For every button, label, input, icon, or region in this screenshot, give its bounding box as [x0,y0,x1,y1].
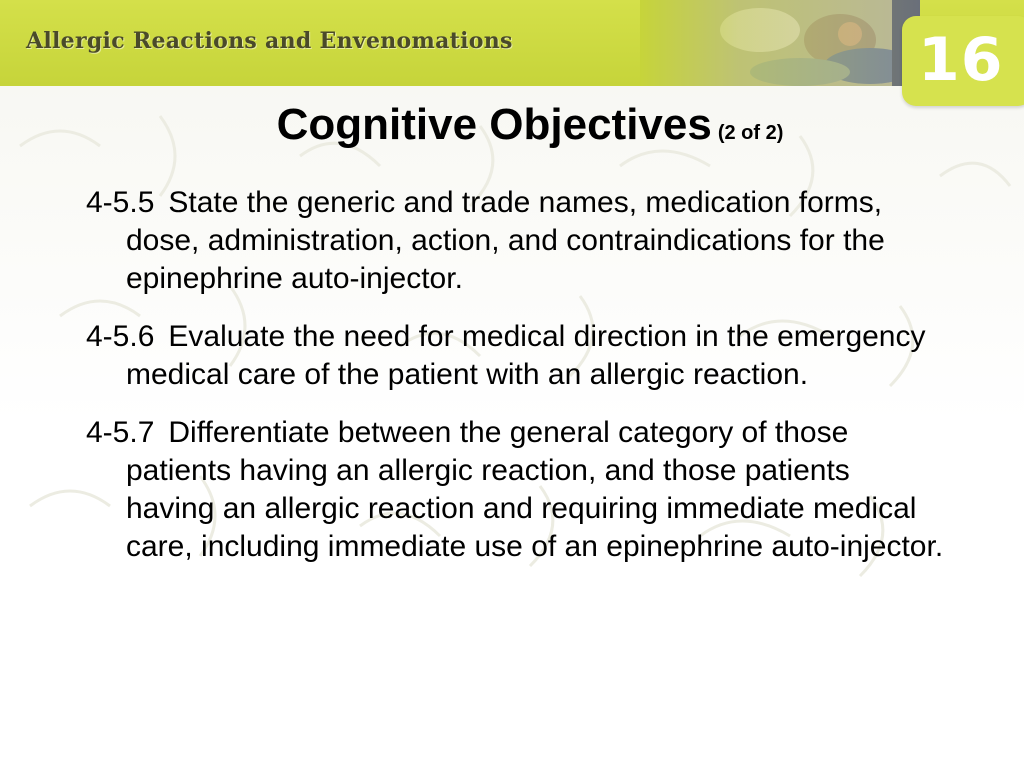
objective-text: Evaluate the need for medical direction in the emergency medical care of the patient with an allergic reaction. [126,320,926,391]
objective-item [86,414,946,566]
objective-item [86,184,946,298]
objective-number: 4-5.5 [86,186,155,219]
chapter-number: 16 [918,25,1004,95]
objective-item [86,318,946,394]
objective-number: 4-5.6 [86,320,155,353]
slide-title [0,100,1024,150]
objectives-list [86,184,946,586]
objective-number: 4-5.7 [86,416,155,449]
objective-text: State the generic and trade names, medication forms, dose, administration, action, and contraindications for the epinephrine auto-injector. [126,186,885,295]
header-photo-emergency-scene [640,0,920,86]
course-title: Allergic Reactions and Envenomations [26,28,513,54]
slide-title-main: Cognitive Objectives [276,100,712,149]
slide-title-page-indicator: (2 of 2) [717,122,784,144]
objective-text: Differentiate between the general category of those patients having an allergic reaction, and those patients having an allergic reaction and requiring immediate medical care, including immediate use of an epinephrine auto-injector. [126,416,944,563]
